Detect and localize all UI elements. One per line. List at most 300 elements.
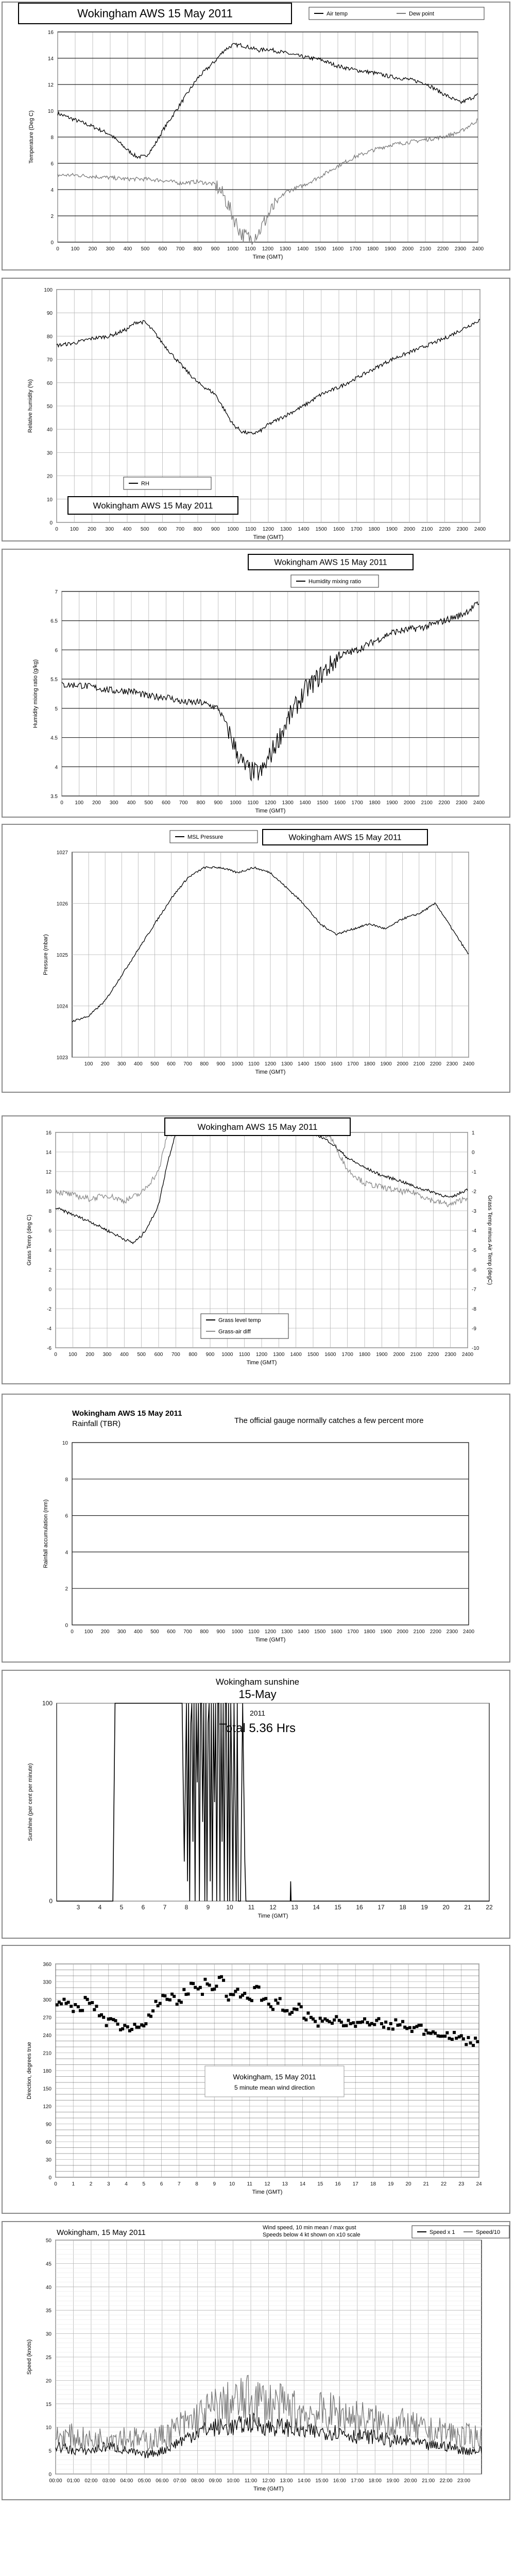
direction-point bbox=[352, 2021, 355, 2024]
y-tick-label: 14 bbox=[47, 56, 54, 62]
direction-point bbox=[154, 2000, 158, 2003]
y-tick-label: 5.5 bbox=[50, 677, 58, 683]
y-tick-label: 60 bbox=[46, 380, 53, 386]
direction-point bbox=[354, 2025, 357, 2028]
direction-point bbox=[264, 1997, 267, 2000]
direction-point bbox=[165, 1998, 168, 2001]
direction-point bbox=[321, 2020, 324, 2023]
x-tick-label: 1500 bbox=[315, 527, 327, 532]
direction-point bbox=[77, 2005, 80, 2008]
direction-point bbox=[347, 2019, 350, 2022]
x-tick-label: 2100 bbox=[421, 527, 433, 532]
x-tick-label: 13:00 bbox=[280, 2478, 293, 2484]
chart-title-rh: Wokingham AWS 15 May 2011 bbox=[93, 500, 213, 511]
x-tick-label: 400 bbox=[133, 1061, 143, 1067]
x-tick-label: 2200 bbox=[438, 800, 450, 806]
y-tick-label: 120 bbox=[43, 2104, 52, 2110]
y-tick-label: -4 bbox=[47, 1326, 52, 1332]
x-tick-label: 10 bbox=[229, 2181, 235, 2187]
y-tick-label: 100 bbox=[42, 1700, 53, 1707]
y-axis-label: Rainfall accumulation (mm) bbox=[43, 1499, 49, 1568]
x-axis-label: Time (GMT) bbox=[253, 2486, 284, 2492]
chart-subtitle-wspd-1: Wind speed, 10 min mean / max gust bbox=[263, 2225, 356, 2231]
direction-point bbox=[258, 1986, 261, 1989]
x-tick-label: 1300 bbox=[281, 1629, 293, 1635]
direction-point bbox=[220, 1975, 223, 1978]
x-tick-label: 11:00 bbox=[244, 2478, 258, 2484]
x-tick-label: 400 bbox=[123, 527, 132, 532]
direction-point bbox=[448, 2037, 451, 2040]
direction-point bbox=[203, 1978, 207, 1981]
y2-axis-label: Grass Temp minus Air Temp (degC) bbox=[487, 1195, 493, 1285]
y-tick-label: 4 bbox=[65, 1550, 68, 1556]
y-axis-label: Pressure (mbar) bbox=[43, 934, 49, 975]
direction-point bbox=[467, 2036, 470, 2039]
x-axis-label: Time (GMT) bbox=[255, 1069, 286, 1075]
legend bbox=[309, 7, 484, 20]
x-tick-label: 2400 bbox=[461, 1352, 474, 1358]
x-tick-label: 19:00 bbox=[386, 2478, 400, 2484]
y-tick-label: 5 bbox=[55, 706, 58, 712]
x-tick-label: 03:00 bbox=[102, 2478, 115, 2484]
y-tick-label: 35 bbox=[45, 2308, 52, 2314]
direction-point bbox=[460, 2034, 463, 2037]
x-tick-label: 1600 bbox=[333, 527, 345, 532]
x-tick-label: 100 bbox=[71, 246, 80, 252]
x-tick-label: 24 bbox=[476, 2181, 482, 2187]
y-tick-label: 7 bbox=[55, 589, 58, 595]
x-tick-label: 2000 bbox=[403, 800, 416, 806]
legend-label: Humidity mixing ratio bbox=[308, 579, 362, 585]
x-tick-label: 5 bbox=[119, 1904, 124, 1911]
x-tick-label: 2100 bbox=[421, 800, 433, 806]
legend-label: Dew point bbox=[409, 11, 434, 17]
y-tick-label: 5 bbox=[48, 2448, 52, 2454]
x-tick-label: 17 bbox=[377, 1904, 385, 1911]
x-tick-label: 1000 bbox=[221, 1352, 233, 1358]
x-tick-label: 00:00 bbox=[49, 2478, 62, 2484]
x-tick-label: 02:00 bbox=[84, 2478, 98, 2484]
x-tick-label: 600 bbox=[158, 246, 167, 252]
direction-point bbox=[384, 2021, 387, 2024]
x-tick-label: 1900 bbox=[386, 800, 398, 806]
x-axis-label: Time (GMT) bbox=[253, 534, 284, 540]
x-tick-label: 2300 bbox=[444, 1352, 456, 1358]
x-tick-label: 1100 bbox=[238, 1352, 250, 1358]
x-tick-label: 1000 bbox=[227, 246, 239, 252]
x-tick-label: 1700 bbox=[341, 1352, 353, 1358]
x-axis-label: Time (GMT) bbox=[252, 2189, 283, 2195]
y-axis-label: Temperature (Deg C) bbox=[28, 110, 35, 164]
x-tick-label: 1400 bbox=[299, 800, 311, 806]
chart-title-grass: Wokingham AWS 15 May 2011 bbox=[197, 1122, 318, 1132]
x-tick-label: 1700 bbox=[351, 527, 363, 532]
direction-point bbox=[201, 1993, 204, 1996]
direction-point bbox=[93, 2008, 96, 2011]
direction-point bbox=[95, 2005, 98, 2008]
y-axis-label: Humidity mixing ratio (g/kg) bbox=[32, 659, 39, 728]
direction-point bbox=[70, 2005, 73, 2008]
direction-point bbox=[232, 1993, 235, 1996]
direction-point bbox=[243, 1992, 246, 1995]
direction-point bbox=[451, 2038, 454, 2041]
y-tick-label: 0 bbox=[48, 2472, 52, 2478]
direction-point bbox=[67, 2001, 70, 2004]
legend-label: Speed x 1 bbox=[430, 2229, 455, 2235]
x-tick-label: 11 bbox=[247, 2181, 252, 2187]
y-axis-label: Speed (knots) bbox=[26, 2339, 32, 2375]
x-tick-label: 2400 bbox=[472, 246, 484, 252]
y-tick-label: 0 bbox=[48, 1287, 52, 1293]
y2-tick-label: 1 bbox=[472, 1130, 475, 1136]
direction-point bbox=[213, 1988, 216, 1991]
y2-tick-label: -5 bbox=[472, 1248, 476, 1253]
y-tick-label: 30 bbox=[45, 2331, 52, 2337]
x-tick-label: 13 bbox=[282, 2181, 288, 2187]
direction-point bbox=[472, 2044, 475, 2047]
chart-subtitle-wdir: 5 minute mean wind direction bbox=[234, 2084, 315, 2091]
x-tick-label: 2200 bbox=[427, 1352, 439, 1358]
direction-point bbox=[333, 2019, 336, 2022]
x-tick-label: 17:00 bbox=[351, 2478, 364, 2484]
x-tick-label: 300 bbox=[117, 1629, 126, 1635]
direction-point bbox=[269, 2005, 272, 2008]
y-tick-label: 0 bbox=[49, 520, 53, 526]
x-tick-label: 300 bbox=[117, 1061, 126, 1067]
chart-panel-mslp bbox=[2, 824, 510, 1092]
direction-point bbox=[109, 2017, 112, 2020]
y-tick-label: 3.5 bbox=[50, 794, 58, 800]
x-tick-label: 12:00 bbox=[262, 2478, 276, 2484]
direction-point bbox=[138, 2026, 141, 2029]
y-tick-label: 80 bbox=[46, 334, 53, 340]
direction-point bbox=[387, 2027, 390, 2030]
chart-title-mslp: Wokingham AWS 15 May 2011 bbox=[288, 833, 402, 842]
x-tick-label: 19 bbox=[388, 2181, 394, 2187]
y-tick-label: 50 bbox=[46, 404, 53, 410]
y2-tick-label: -7 bbox=[472, 1287, 476, 1293]
direction-point bbox=[469, 2041, 472, 2044]
direction-point bbox=[389, 2022, 392, 2025]
y2-tick-label: 0 bbox=[472, 1150, 475, 1156]
y-tick-label: 6 bbox=[50, 161, 54, 167]
x-tick-label: 2300 bbox=[456, 527, 468, 532]
x-tick-label: 800 bbox=[196, 800, 205, 806]
x-tick-label: 16 bbox=[335, 2181, 341, 2187]
x-tick-label: 1500 bbox=[314, 246, 327, 252]
y-tick-label: 10 bbox=[45, 1189, 52, 1195]
y-tick-label: 1024 bbox=[56, 1004, 68, 1010]
x-tick-label: 21 bbox=[464, 1904, 471, 1911]
x-tick-label: 05:00 bbox=[138, 2478, 151, 2484]
direction-point bbox=[182, 1988, 185, 1991]
y-tick-label: 1023 bbox=[56, 1055, 68, 1061]
direction-point bbox=[304, 2018, 307, 2021]
chart-panel-wspd bbox=[2, 2222, 510, 2500]
x-tick-label: 300 bbox=[109, 800, 118, 806]
y-tick-label: 210 bbox=[43, 2050, 52, 2057]
x-axis-label: Time (GMT) bbox=[255, 808, 286, 814]
x-tick-label: 10:00 bbox=[227, 2478, 240, 2484]
x-tick-label: 1600 bbox=[324, 1352, 336, 1358]
y-tick-label: 90 bbox=[45, 2122, 52, 2128]
x-tick-label: 1800 bbox=[364, 1629, 375, 1635]
x-tick-label: 17 bbox=[352, 2181, 358, 2187]
x-tick-label: 400 bbox=[119, 1352, 129, 1358]
x-tick-label: 1300 bbox=[280, 527, 292, 532]
direction-point bbox=[356, 2021, 359, 2024]
y2-tick-label: -9 bbox=[472, 1326, 476, 1332]
y-tick-label: 60 bbox=[45, 2140, 52, 2145]
direction-point bbox=[462, 2037, 465, 2040]
x-tick-label: 1200 bbox=[264, 1061, 277, 1067]
direction-point bbox=[422, 2033, 425, 2036]
y-axis-label: Sunshine (per cent per minute) bbox=[27, 1763, 33, 1841]
y-tick-label: 0 bbox=[50, 240, 54, 246]
direction-point bbox=[144, 2022, 147, 2025]
x-tick-label: 8 bbox=[195, 2181, 198, 2187]
direction-point bbox=[285, 2009, 288, 2012]
direction-point bbox=[455, 2037, 458, 2040]
legend-label: MSL Pressure bbox=[187, 834, 224, 840]
direction-point bbox=[380, 2022, 383, 2025]
direction-point bbox=[424, 2029, 427, 2032]
x-tick-label: 700 bbox=[176, 527, 185, 532]
x-tick-label: 600 bbox=[167, 1061, 176, 1067]
y2-tick-label: -6 bbox=[472, 1267, 476, 1273]
chart-title-sun: Wokingham sunshine bbox=[215, 1677, 300, 1687]
direction-point bbox=[149, 2015, 152, 2018]
x-tick-label: 1500 bbox=[314, 1061, 326, 1067]
direction-point bbox=[290, 2011, 294, 2014]
chart-note-rain: The official gauge normally catches a few percent more bbox=[234, 1416, 424, 1425]
x-tick-label: 9 bbox=[206, 1904, 210, 1911]
x-tick-label: 22:00 bbox=[439, 2478, 453, 2484]
direction-point bbox=[296, 2008, 299, 2011]
x-tick-label: 1600 bbox=[334, 800, 346, 806]
x-tick-label: 2300 bbox=[446, 1629, 458, 1635]
x-tick-label: 15 bbox=[317, 2181, 323, 2187]
direction-point bbox=[474, 2037, 477, 2040]
x-tick-label: 800 bbox=[200, 1629, 209, 1635]
direction-point bbox=[159, 2002, 162, 2005]
y-axis-label: Relative humidity (%) bbox=[27, 379, 33, 433]
x-tick-label: 1400 bbox=[298, 1629, 310, 1635]
x-tick-label: 08:00 bbox=[191, 2478, 204, 2484]
direction-point bbox=[168, 1998, 171, 2002]
x-tick-label: 900 bbox=[205, 1352, 215, 1358]
x-tick-label: 1900 bbox=[384, 246, 397, 252]
y-tick-label: 0 bbox=[65, 1623, 68, 1629]
x-tick-label: 0 bbox=[71, 1629, 74, 1635]
legend bbox=[124, 477, 211, 489]
x-tick-label: 2000 bbox=[403, 527, 416, 532]
x-tick-label: 9 bbox=[213, 2181, 216, 2187]
chart-total-sun: Total 5.36 Hrs bbox=[219, 1721, 296, 1735]
y-tick-label: 16 bbox=[47, 30, 54, 36]
x-tick-label: 100 bbox=[70, 527, 79, 532]
x-tick-label: 16:00 bbox=[333, 2478, 346, 2484]
direction-point bbox=[441, 2035, 444, 2038]
direction-point bbox=[377, 2017, 380, 2020]
x-tick-label: 09:00 bbox=[209, 2478, 222, 2484]
y-tick-label: 4 bbox=[48, 1248, 52, 1253]
direction-point bbox=[373, 2023, 376, 2026]
x-tick-label: 1300 bbox=[279, 246, 291, 252]
chart-panel-grass bbox=[2, 1116, 510, 1384]
x-tick-label: 01:00 bbox=[66, 2478, 80, 2484]
direction-point bbox=[208, 1984, 211, 1987]
direction-point bbox=[126, 2025, 129, 2028]
direction-point bbox=[410, 2030, 414, 2033]
x-tick-label: 100 bbox=[84, 1629, 93, 1635]
chart-subtitle-wspd-2: Speeds below 4 kt shown on x10 scale bbox=[263, 2232, 360, 2238]
direction-point bbox=[300, 2005, 303, 2008]
x-tick-label: 1700 bbox=[349, 246, 362, 252]
direction-point bbox=[476, 2040, 479, 2043]
direction-point bbox=[199, 1986, 202, 1989]
x-axis-label: Time (GMT) bbox=[252, 254, 283, 260]
x-tick-label: 2300 bbox=[456, 800, 468, 806]
direction-point bbox=[194, 1986, 197, 1989]
y-tick-label: 20 bbox=[46, 473, 53, 480]
direction-point bbox=[394, 2018, 397, 2021]
y-tick-label: 0 bbox=[49, 1897, 53, 1905]
y2-tick-label: -4 bbox=[472, 1228, 476, 1234]
y-tick-label: 180 bbox=[43, 2069, 52, 2074]
x-tick-label: 400 bbox=[127, 800, 136, 806]
x-tick-label: 600 bbox=[167, 1629, 176, 1635]
direction-point bbox=[271, 2008, 274, 2011]
y-tick-label: 12 bbox=[45, 1170, 52, 1175]
direction-point bbox=[88, 2002, 91, 2005]
direction-point bbox=[370, 2022, 373, 2025]
y-tick-label: 150 bbox=[43, 2086, 52, 2092]
y-tick-label: 240 bbox=[43, 2033, 52, 2039]
y-tick-label: 8 bbox=[65, 1477, 68, 1483]
legend bbox=[170, 831, 258, 843]
x-tick-label: 500 bbox=[137, 1352, 146, 1358]
direction-point bbox=[133, 2023, 136, 2026]
x-tick-label: 900 bbox=[214, 800, 223, 806]
x-tick-label: 19 bbox=[421, 1904, 428, 1911]
x-tick-label: 900 bbox=[216, 1629, 226, 1635]
x-tick-label: 1600 bbox=[331, 1629, 342, 1635]
y-tick-label: 6 bbox=[48, 1228, 52, 1234]
x-tick-label: 200 bbox=[100, 1629, 110, 1635]
direction-point bbox=[180, 2001, 183, 2004]
x-tick-label: 2200 bbox=[430, 1629, 441, 1635]
legend bbox=[291, 575, 379, 587]
x-tick-label: 200 bbox=[85, 1352, 95, 1358]
y-tick-label: 100 bbox=[44, 287, 53, 293]
x-tick-label: 6 bbox=[160, 2181, 163, 2187]
direction-point bbox=[306, 2011, 310, 2014]
x-tick-label: 1200 bbox=[264, 800, 277, 806]
direction-point bbox=[250, 1999, 253, 2002]
legend-label: Speed/10 bbox=[476, 2229, 501, 2235]
x-tick-label: 1900 bbox=[376, 1352, 388, 1358]
x-tick-label: 2000 bbox=[393, 1352, 405, 1358]
y-tick-label: 270 bbox=[43, 2015, 52, 2021]
x-tick-label: 5 bbox=[142, 2181, 146, 2187]
legend-label: RH bbox=[141, 481, 149, 487]
x-tick-label: 400 bbox=[123, 246, 132, 252]
y2-tick-label: -8 bbox=[472, 1307, 476, 1312]
y-tick-label: 10 bbox=[46, 497, 53, 503]
y-tick-label: 30 bbox=[46, 450, 53, 456]
x-tick-label: 23 bbox=[458, 2181, 465, 2187]
direction-point bbox=[130, 2028, 133, 2031]
x-tick-label: 18 bbox=[370, 2181, 376, 2187]
x-tick-label: 2100 bbox=[410, 1352, 422, 1358]
direction-point bbox=[62, 1998, 65, 2001]
x-tick-label: 1800 bbox=[369, 800, 381, 806]
x-tick-label: 1000 bbox=[230, 800, 242, 806]
y-tick-label: 20 bbox=[45, 2378, 52, 2384]
direction-point bbox=[420, 2024, 423, 2027]
x-tick-label: 15:00 bbox=[315, 2478, 329, 2484]
x-tick-label: 2400 bbox=[473, 800, 485, 806]
chart-date-sun: 15-May bbox=[238, 1688, 277, 1701]
x-tick-label: 22 bbox=[440, 2181, 447, 2187]
x-axis-label: Time (GMT) bbox=[258, 1913, 288, 1919]
direction-point bbox=[328, 2020, 331, 2023]
direction-point bbox=[401, 2020, 404, 2023]
direction-point bbox=[349, 2022, 352, 2025]
x-tick-label: 15 bbox=[334, 1904, 341, 1911]
y-tick-label: 4.5 bbox=[50, 735, 58, 741]
x-tick-label: 2300 bbox=[454, 246, 467, 252]
y-tick-label: 1027 bbox=[56, 850, 68, 856]
x-tick-label: 800 bbox=[193, 246, 202, 252]
y2-tick-label: -2 bbox=[472, 1189, 476, 1195]
x-tick-label: 1500 bbox=[307, 1352, 319, 1358]
direction-point bbox=[331, 2022, 334, 2025]
x-tick-label: 1200 bbox=[264, 1629, 277, 1635]
x-tick-label: 1200 bbox=[262, 527, 274, 532]
y-tick-label: 6.5 bbox=[50, 618, 58, 624]
y-tick-label: 16 bbox=[45, 1130, 52, 1136]
x-tick-label: 1100 bbox=[248, 1061, 260, 1067]
direction-point bbox=[86, 1998, 89, 2001]
direction-point bbox=[319, 2016, 322, 2020]
x-tick-label: 18 bbox=[399, 1904, 406, 1911]
direction-point bbox=[225, 1995, 228, 1998]
legend bbox=[201, 1314, 288, 1338]
x-tick-label: 2300 bbox=[446, 1061, 458, 1067]
direction-point bbox=[434, 2032, 437, 2035]
x-tick-label: 1100 bbox=[247, 800, 259, 806]
x-tick-label: 700 bbox=[176, 246, 185, 252]
x-tick-label: 900 bbox=[216, 1061, 226, 1067]
y-tick-label: 2 bbox=[48, 1267, 52, 1273]
x-tick-label: 1500 bbox=[314, 1629, 326, 1635]
x-tick-label: 0 bbox=[56, 246, 59, 252]
direction-point bbox=[340, 2021, 343, 2024]
y2-tick-label: -1 bbox=[472, 1170, 476, 1175]
x-tick-label: 1700 bbox=[351, 800, 363, 806]
x-tick-label: 100 bbox=[75, 800, 84, 806]
x-tick-label: 0 bbox=[54, 2181, 57, 2187]
x-tick-label: 1900 bbox=[386, 527, 398, 532]
x-tick-label: 1800 bbox=[367, 246, 379, 252]
x-tick-label: 22 bbox=[486, 1904, 493, 1911]
x-tick-label: 21:00 bbox=[422, 2478, 435, 2484]
x-tick-label: 200 bbox=[92, 800, 101, 806]
chart-title-mix: Wokingham AWS 15 May 2011 bbox=[274, 558, 387, 567]
x-tick-label: 200 bbox=[88, 246, 97, 252]
